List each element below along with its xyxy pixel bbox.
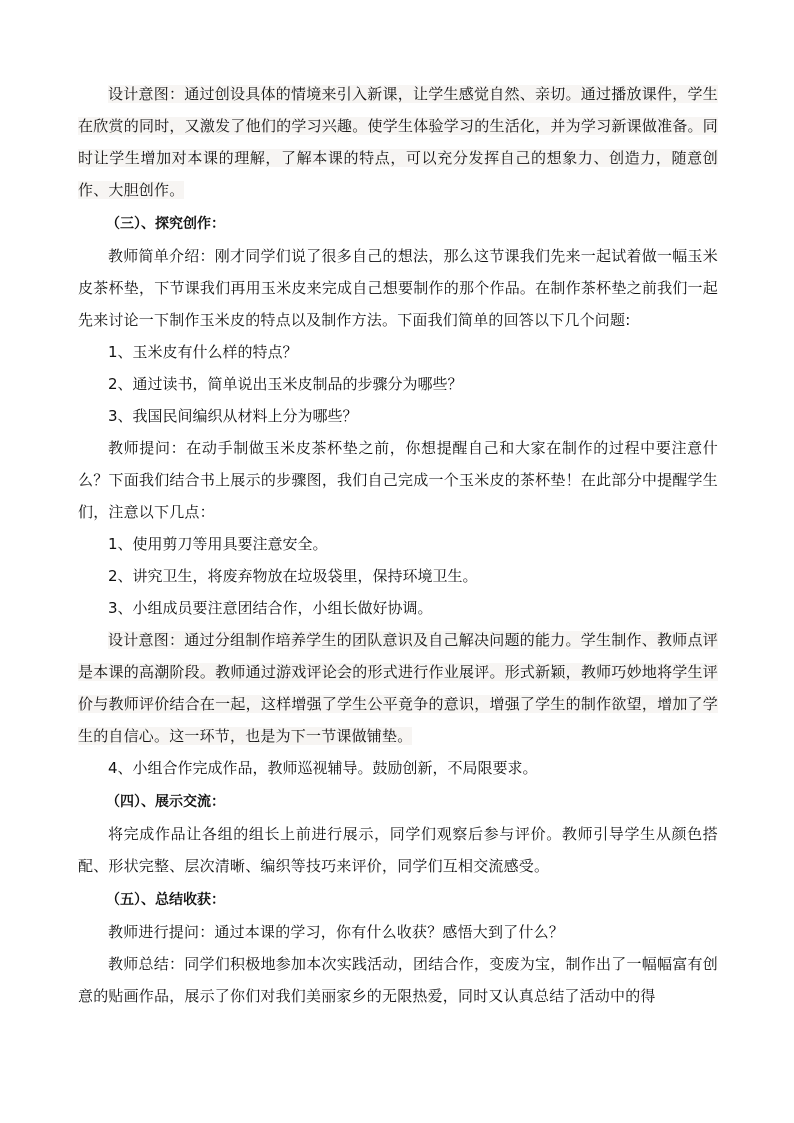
design-intent-paragraph-2 xyxy=(78,624,718,752)
note-item-1: 1、使用剪刀等用具要注意安全。 xyxy=(108,535,328,553)
section-heading-3: （三）、探究创作： xyxy=(106,216,225,232)
question-item-1: 1、玉米皮有什么样的特点？ xyxy=(108,343,298,361)
design-intent-paragraph-1 xyxy=(78,78,718,206)
question-item-2: 2、通过读书，简单说出玉米皮制品的步骤分为哪些？ xyxy=(108,375,463,393)
note-item-4: 4、小组合作完成作品，教师巡视辅导。鼓励创新，不局限要求。 xyxy=(108,759,538,777)
note-item-2: 2、讲究卫生，将废弃物放在垃圾袋里，保持环境卫生。 xyxy=(108,567,478,585)
question-item-3: 3、我国民间编织从材料上分为哪些？ xyxy=(108,407,358,425)
teacher-question-paragraph: 教师提问：在动手制做玉米皮茶杯垫之前，你想提醒自己和大家在制作的过程中要注意什么？下面我们结合书上展示的步骤图，我们自己完成一个玉米皮的茶杯垫！在此部分中提醒学生们，注意以下几点： xyxy=(78,439,718,521)
paragraph-text: 设计意图：通过分组制作培养学生的团队意识及自己解决问题的能力。学生制作、教师点评是本课的高潮阶段。教师通过游戏评论会的形式进行作业展评。形式新颖，教师巧妙地将学生评价与教师评价结合在一起，这样增强了学生公平竟争的意识，增强了学生的制作欲望，增加了学生的自信心。这一环节，也是为下一节课做铺垫。 xyxy=(78,631,718,745)
teacher-asks-paragraph: 教师进行提问：通过本课的学习，你有什么收获？感悟大到了什么？ xyxy=(108,923,565,941)
paragraph-text: 设计意图：通过创设具体的情境来引入新课，让学生感觉自然、亲切。通过播放课件，学生在欣赏的同时，又激发了他们的学习兴趣。使学生体验学习的生活化，并为学习新课做准备。同时让学生增加对本课的理解，了解本课的特点，可以充分发挥自己的想象力、创造力，随意创作、大胆创作。 xyxy=(78,85,718,199)
note-item-3: 3、小组成员要注意团结合作，小组长做好协调。 xyxy=(108,599,433,617)
section-heading-4: （四）、展示交流： xyxy=(106,794,225,810)
teacher-summary-paragraph: 教师总结：同学们积极地参加本次实践活动，团结合作，变废为宝，制作出了一幅幅富有创意的贴画作品，展示了你们对我们美丽家乡的无限热爱，同时又认真总结了活动中的得 xyxy=(78,955,718,1005)
teacher-intro-paragraph: 教师简单介绍：刚才同学们说了很多自己的想法，那么这节课我们先来一起试着做一幅玉米皮茶杯垫，下节课我们再用玉米皮来完成自己想要制作的那个作品。在制作茶杯垫之前我们一起先来讨论一下制作玉米皮的特点以及制作方法。下面我们简单的回答以下几个问题: xyxy=(78,247,718,329)
document-page xyxy=(78,78,718,1012)
display-exchange-paragraph: 将完成作品让各组的组长上前进行展示，同学们观察后参与评价。教师引导学生从颜色搭配、形状完整、层次清晰、编织等技巧来评价，同学们互相交流感受。 xyxy=(78,825,718,875)
section-heading-5: （五）、总结收获： xyxy=(106,892,225,908)
